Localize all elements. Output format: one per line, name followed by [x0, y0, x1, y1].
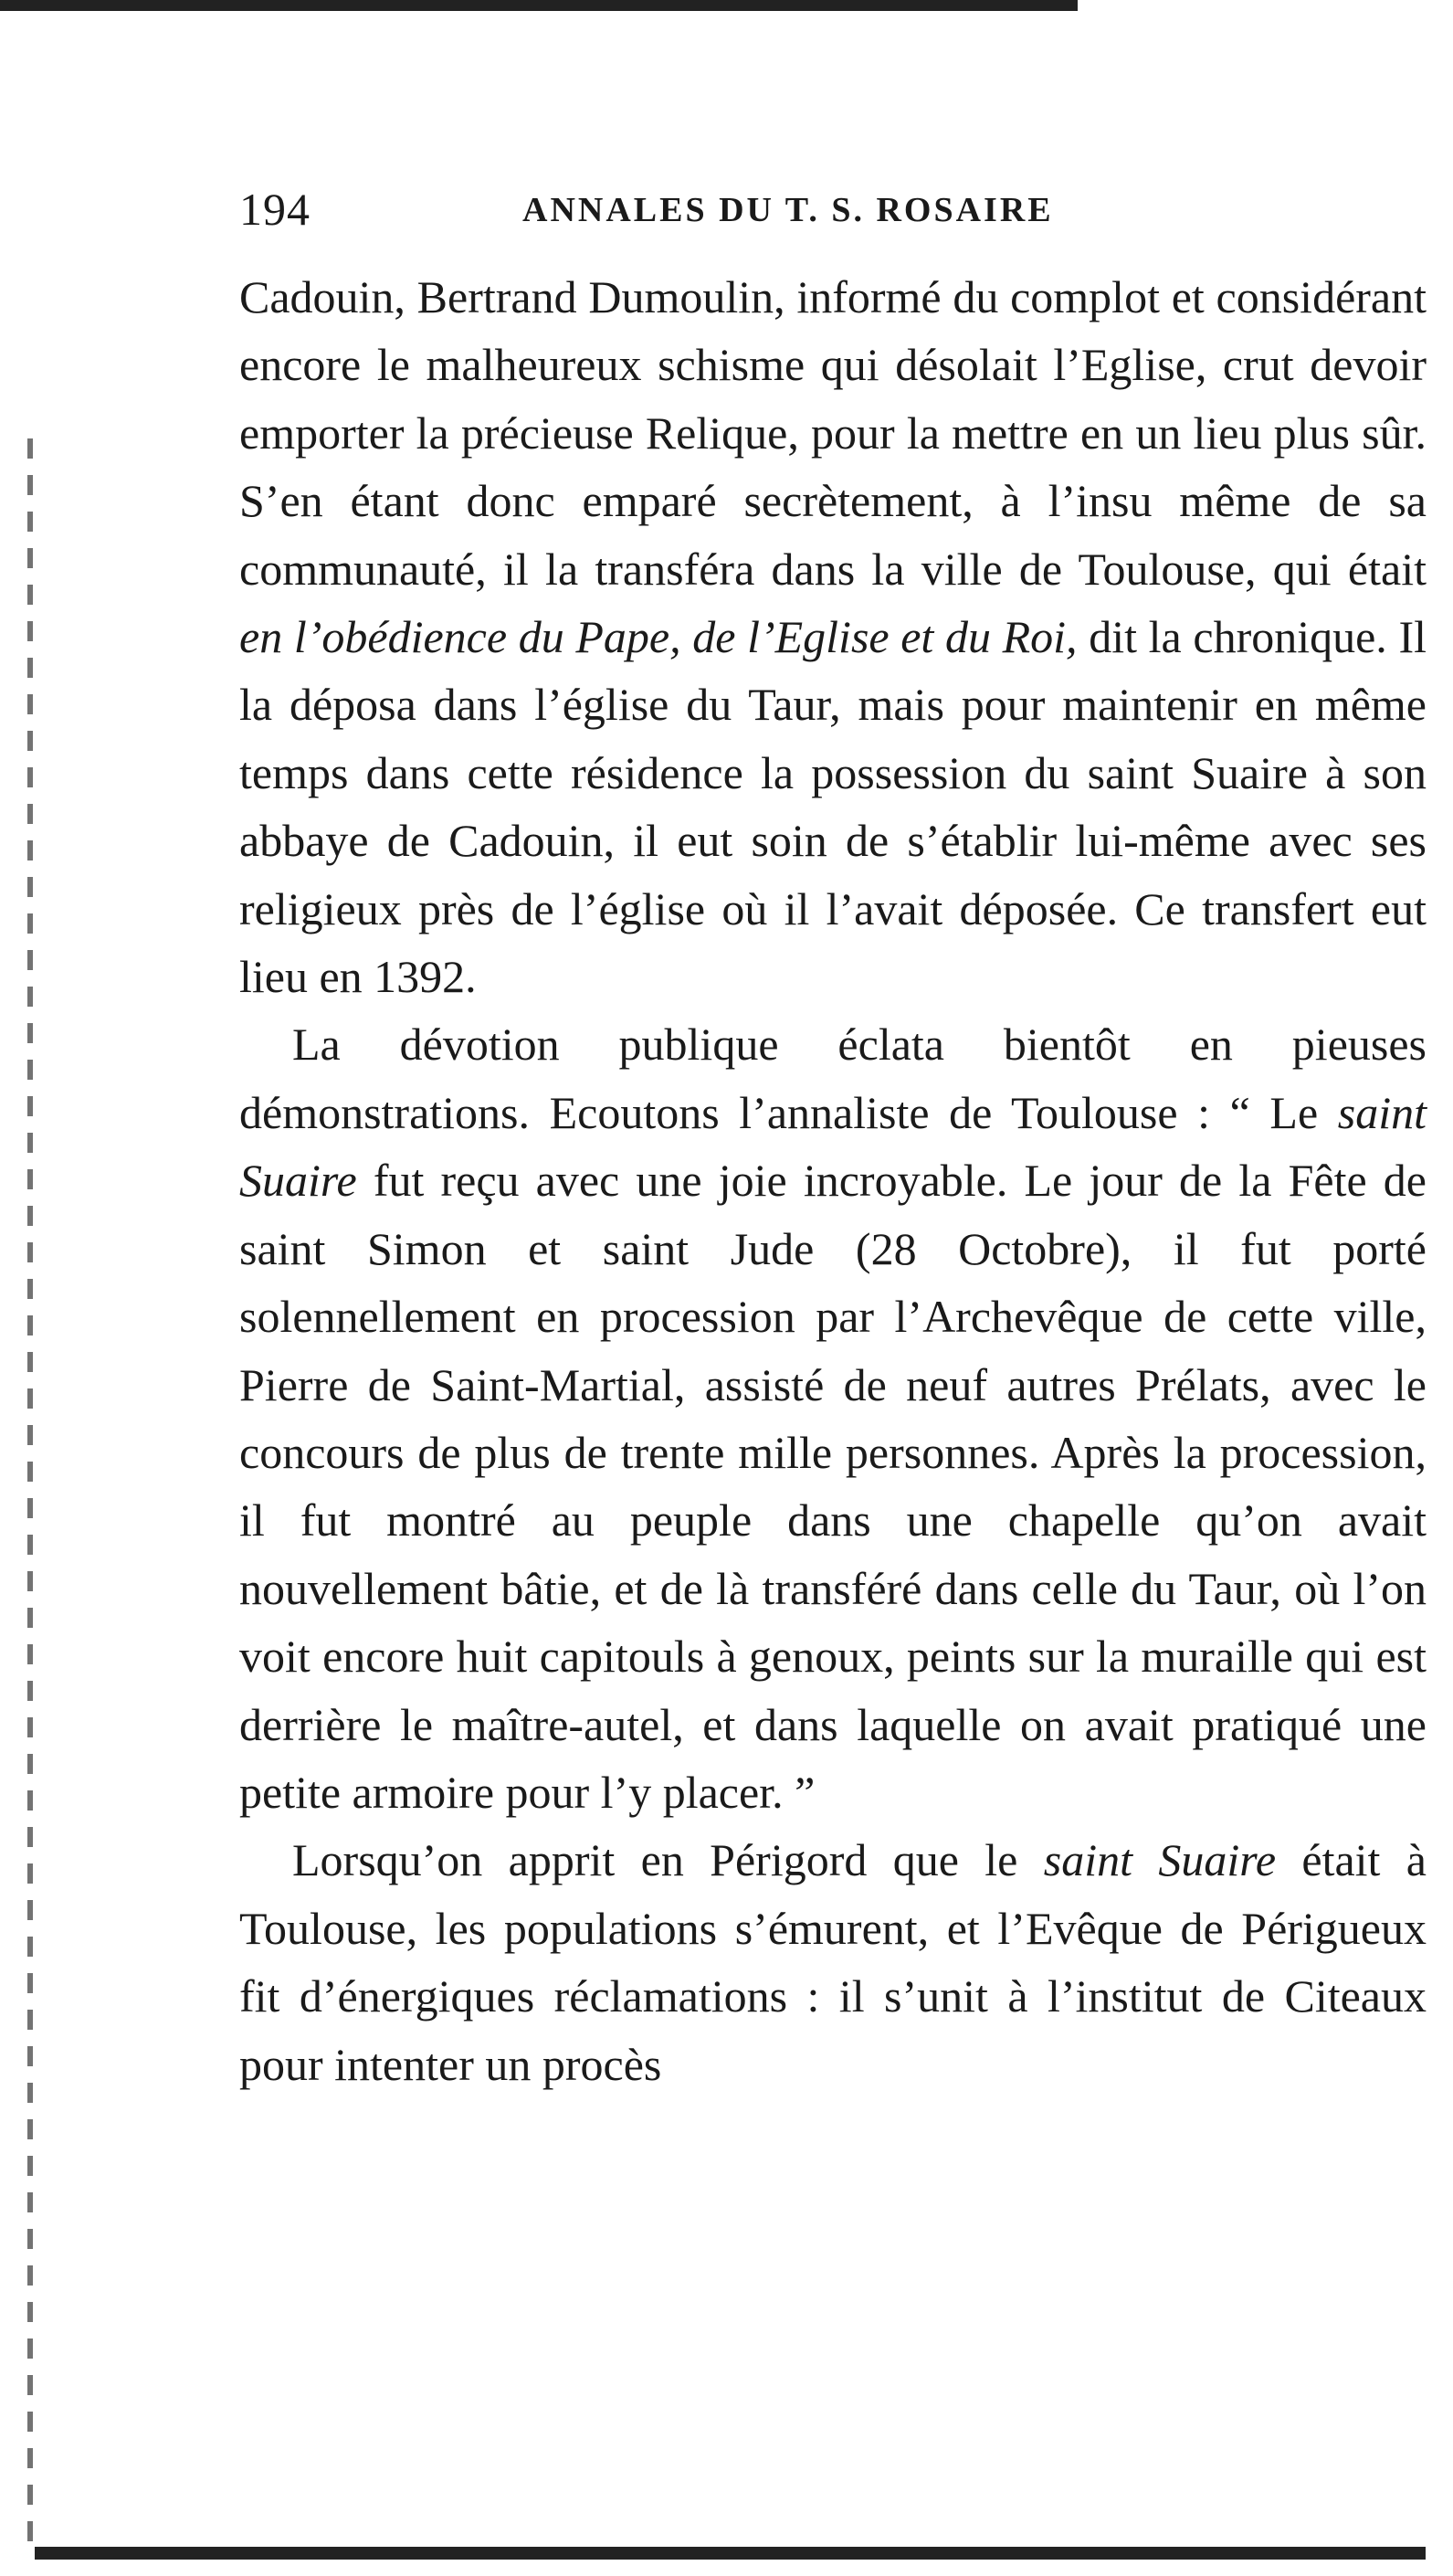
book-page: [239, 183, 1427, 2098]
text-segment: dit la chronique. Il la déposa dans l’église du Taur, mais pour maintenir en même temps dans cette résidence la possession du saint Suaire à son abbaye de Cadouin, il eut soin de s’établir lui-même avec ses religieux près de l’église où il l’avait déposée. Ce transfert eut lieu en 1392.: [239, 611, 1427, 1003]
text-segment: était à Toulouse, les populations s’émurent, et l’Evêque de Périgueux fit d’énergiques réclamations : il s’unit à l’institut de Citeaux pour intenter un procès: [239, 1834, 1427, 2090]
paragraph-2: [239, 1010, 1427, 1826]
bottom-border-rule: [35, 2547, 1426, 2560]
italic-segment: saint Suaire: [239, 1086, 1427, 1207]
paragraph-1: [239, 263, 1427, 1010]
text-segment: Lorsqu’on apprit en Périgord que le: [292, 1834, 1044, 1886]
text-segment: Cadouin, Bertrand Dumoulin, informé du complot et considérant encore le malheureux schisme qui désolait l’Eglise, crut devoir emporter la précieuse Relique, pour la mettre en un lieu plus sûr. S’en étant donc emparé secrètement, à l’insu même de sa communauté, il la transféra dans la ville de Toulouse, qui était: [239, 271, 1427, 595]
text-segment: fut reçu avec une joie incroyable. Le jour de la Fête de saint Simon et saint Jude (28 Octobre), il fut porté solennellement en procession par l’Archevêque de cette ville, Pierre de Saint-Martial, assisté de neuf autres Prélats, avec le concours de plus de trente mille personnes. Après la procession, il fut montré au peuple dans une chapelle qu’on avait nouvellement bâtie, et de là transféré dans celle du Taur, où l’on voit encore huit capitouls à genoux, peints sur la muraille qui est derrière le maître-autel, et dans laquelle on avait pratiqué une petite armoire pour l’y placer. ”: [239, 1155, 1427, 1818]
paragraph-3: [239, 1826, 1427, 2098]
top-border-rule: [0, 0, 1078, 11]
running-title: ANNALES DU T. S. ROSAIRE: [522, 191, 1054, 229]
running-head: [239, 183, 1427, 247]
italic-segment: saint Suaire: [1043, 1834, 1277, 1886]
page-number: 194: [239, 184, 311, 235]
page-edge-shadow: [27, 438, 33, 2549]
italic-segment: en l’obédience du Pape, de l’Eglise et du Roi,: [239, 611, 1078, 663]
body-text: [239, 263, 1427, 2098]
text-segment: La dévotion publique éclata bientôt en pieuses démonstrations. Ecoutons l’annaliste de Toulouse : “ Le: [239, 1019, 1427, 1138]
